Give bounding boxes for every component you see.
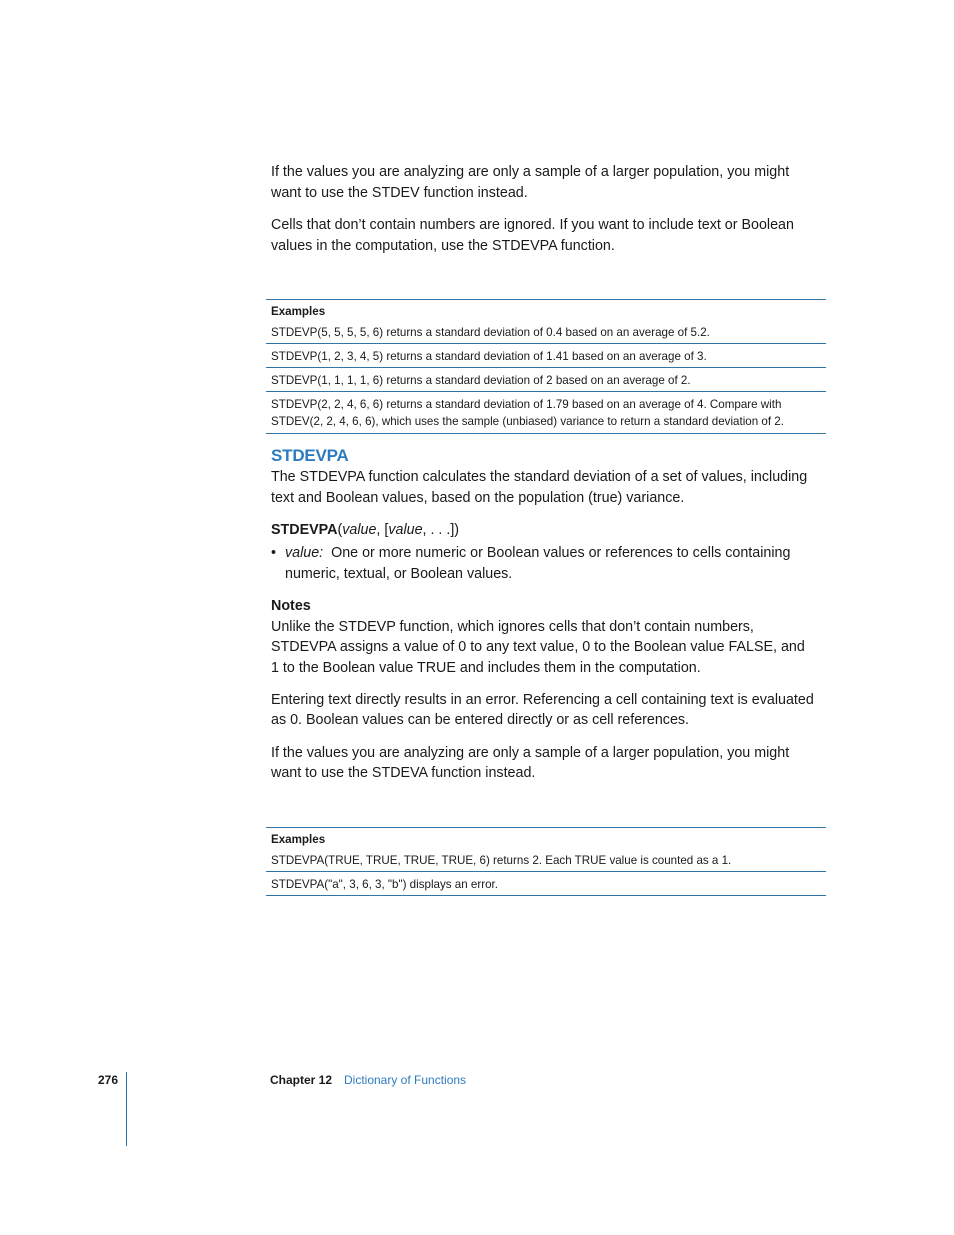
bullet-marker: •	[271, 545, 277, 561]
syntax-function-name: STDEVPA	[271, 522, 338, 538]
example-row: STDEVPA(TRUE, TRUE, TRUE, TRUE, 6) returns 2. Each TRUE value is counted as a 1.	[266, 848, 826, 872]
stdevpa-description: The STDEVPA function calculates the standard deviation of a set of values, including text and Boolean values, based on the population (true) variance.	[271, 469, 808, 506]
argument-description	[285, 543, 815, 585]
intro-paragraph-2: Cells that don’t contain numbers are ignored. If you want to include text or Boolean values in the computation, use the STDEVPA function.	[271, 217, 794, 254]
syntax-arg: value	[342, 522, 377, 538]
syntax-open-paren: (	[337, 522, 343, 538]
stdevpa-syntax	[271, 520, 816, 541]
intro-paragraph-1: If the values you are analyzing are only a sample of a larger population, you might want to use the STDEV function instead.	[271, 164, 790, 201]
notes-paragraph: Unlike the STDEVP function, which ignores cells that don’t contain numbers, STDEVPA assigns a value of 0 to any text value, 0 to the Boolean value FALSE, and 1 to the Boolean value TRUE and includes them in the computation.	[271, 619, 805, 676]
argument-term: value:	[285, 545, 324, 561]
notes-heading: Notes	[271, 598, 311, 614]
chapter-label: Chapter 12	[270, 1073, 333, 1087]
example-row: STDEVP(1, 1, 1, 1, 6) returns a standard deviation of 2 based on an average of 2.	[266, 368, 826, 392]
page-number: 276	[98, 1073, 119, 1087]
footer-divider	[126, 1072, 127, 1146]
notes-paragraph: If the values you are analyzing are only a sample of a larger population, you might want to use the STDEVA function instead.	[271, 745, 790, 782]
example-row: STDEVP(5, 5, 5, 5, 6) returns a standard deviation of 0.4 based on an average of 5.2.	[266, 320, 826, 344]
notes-paragraph: Entering text directly results in an error. Referencing a cell containing text is evaluated as 0. Boolean values can be entered directly or as cell references.	[271, 692, 814, 729]
section-heading-stdevpa: STDEVPA	[271, 446, 349, 465]
example-row: STDEVPA("a", 3, 6, 3, "b") displays an error.	[266, 872, 826, 896]
syntax-arg: value	[388, 522, 423, 538]
examples-table-stdevp	[266, 299, 826, 434]
chapter-title-link[interactable]: Dictionary of Functions	[344, 1073, 467, 1087]
examples-header: Examples	[271, 833, 326, 846]
example-row: STDEVP(2, 2, 4, 6, 6) returns a standard deviation of 1.79 based on an average of 4. Compare with STDEV(2, 2, 4, 6, 6), which uses the sample (unbiased) variance to return a standard deviation of 2.	[266, 392, 826, 434]
example-row: STDEVP(1, 2, 3, 4, 5) returns a standard deviation of 1.41 based on an average of 3.	[266, 344, 826, 368]
syntax-separator: , [	[376, 522, 389, 538]
syntax-rest: , . . .])	[422, 522, 460, 538]
argument-text: One or more numeric or Boolean values or references to cells containing numeric, textual, or Boolean values.	[285, 545, 791, 582]
examples-header: Examples	[271, 305, 326, 318]
examples-table-stdevpa	[266, 827, 826, 896]
